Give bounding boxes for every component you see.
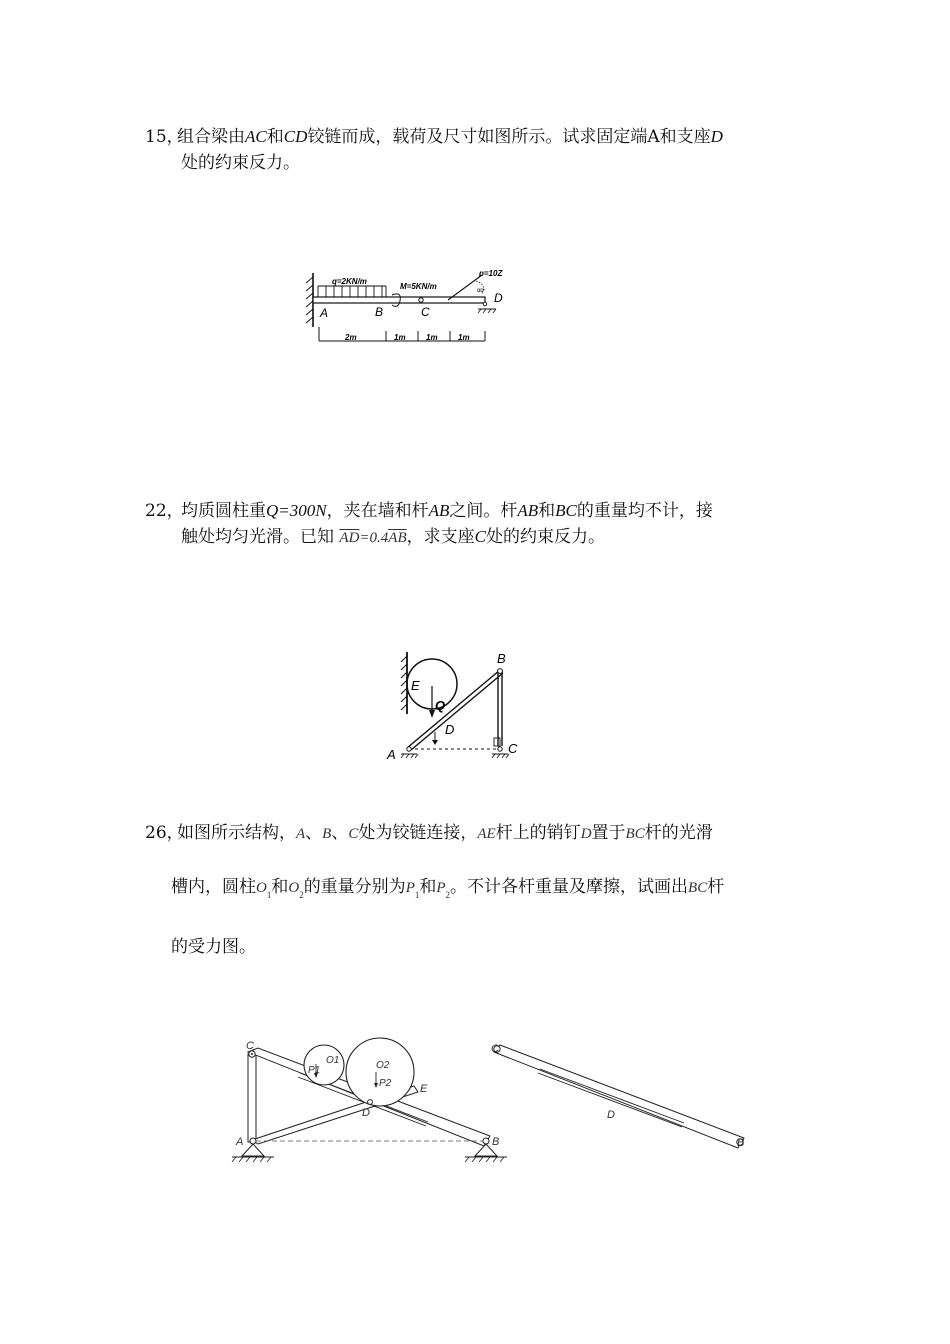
point-c-label: C bbox=[246, 1040, 254, 1052]
question-text-line-3: 的受力图。 bbox=[171, 937, 256, 957]
point-e-label: E bbox=[411, 678, 420, 693]
figure-cylinder-between-wall-and-rod bbox=[385, 648, 530, 768]
dim-1m-label: 1m bbox=[426, 333, 438, 342]
point-a-label: A bbox=[236, 1136, 244, 1148]
force-p-label: p=10Z bbox=[479, 269, 503, 278]
dim-1m-label: 1m bbox=[458, 333, 470, 342]
question-15 bbox=[145, 124, 825, 184]
question-number: 26， bbox=[145, 823, 184, 843]
question-text-line-1: 如图所示结构，A、B、C处为铰链连接，AE杆上的销钉D置于BC杆的光滑 bbox=[177, 823, 713, 843]
angle-label: αq bbox=[477, 288, 484, 294]
point-c-label: C bbox=[491, 1043, 499, 1055]
point-b-label: B bbox=[737, 1137, 745, 1149]
point-d-label: D bbox=[445, 722, 455, 737]
point-d-label: D bbox=[607, 1109, 615, 1121]
cylinder-o2-label: O2 bbox=[376, 1060, 390, 1071]
point-c-label: C bbox=[421, 305, 430, 319]
point-c-label: C bbox=[508, 741, 518, 756]
question-22 bbox=[145, 498, 825, 558]
weight-p1-label: P1 bbox=[308, 1065, 321, 1076]
question-number: 22， bbox=[145, 501, 184, 521]
point-b-label: B bbox=[497, 651, 506, 666]
weight-q-label: Q bbox=[435, 698, 446, 713]
figure-frame-with-cylinders bbox=[228, 1040, 518, 1170]
question-text-line-2: 槽内，圆柱$O_1$和$O_2$的重量分别为$P_1$和$P_2$。不计各杆重量及摩擦，试画出BC杆 bbox=[171, 877, 725, 900]
figure-composite-beam bbox=[300, 265, 530, 350]
dim-1m-label: 1m bbox=[394, 333, 406, 342]
question-text-line-1: 组合梁由AC和CD铰链而成，载荷及尺寸如图所示。试求固定端A和支座D bbox=[177, 127, 723, 147]
cylinder-o1-label: O1 bbox=[326, 1055, 340, 1066]
load-q-label: q=2KN/m bbox=[332, 277, 367, 286]
question-text-line-2: 触处均匀光滑。已知 $\overline{AD}=0.4\overline{AB}$，求支座C处的约束反力。 bbox=[181, 527, 605, 547]
question-text-line-2: 处的约束反力。 bbox=[181, 153, 300, 173]
point-e-label: E bbox=[420, 1083, 428, 1095]
point-a-label: A bbox=[320, 306, 329, 320]
point-b-label: B bbox=[375, 305, 384, 319]
moment-m-label: M=5KN/m bbox=[400, 282, 437, 291]
question-number: 15， bbox=[145, 127, 184, 147]
point-a-label: A bbox=[387, 747, 396, 762]
weight-p2-label: P2 bbox=[379, 1078, 392, 1089]
point-d-label: D bbox=[494, 291, 503, 305]
figure-bc-rod-isolated bbox=[488, 1040, 758, 1160]
point-b-label: B bbox=[492, 1136, 500, 1148]
question-26 bbox=[145, 820, 825, 970]
point-d-label: D bbox=[362, 1107, 370, 1119]
question-text-line-1: 均质圆柱重Q=300N，夹在墙和杆AB之间。杆AB和BC的重量均不计，接 bbox=[181, 501, 713, 521]
dim-2m-label: 2m bbox=[345, 333, 357, 342]
